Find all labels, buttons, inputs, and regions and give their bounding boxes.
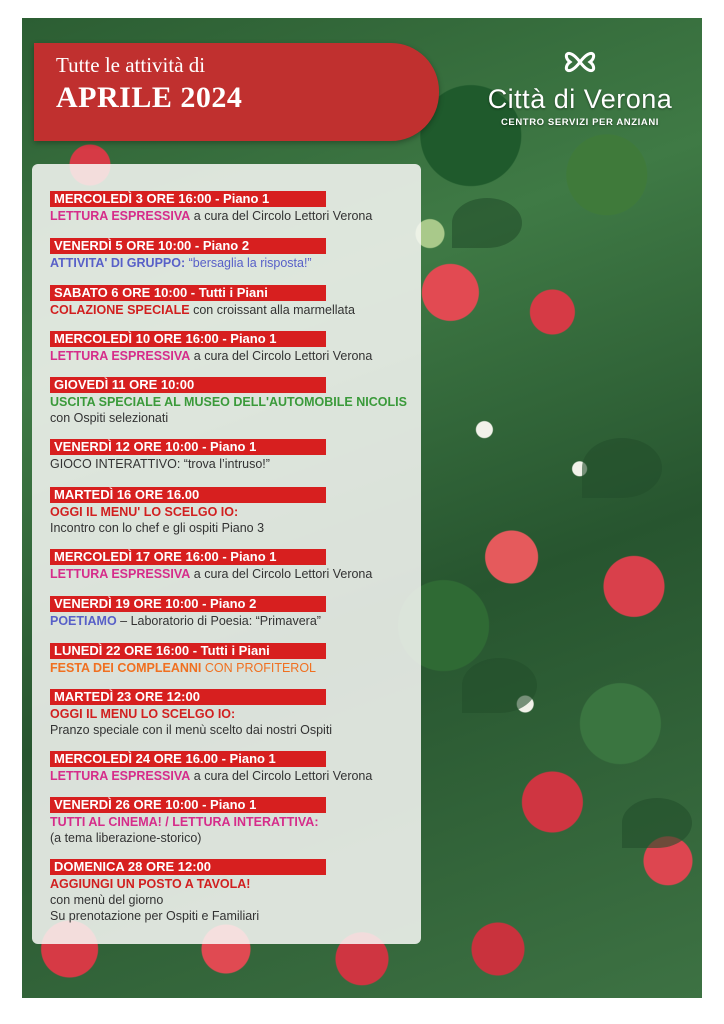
event-item — [50, 190, 422, 224]
event-item — [50, 548, 422, 582]
event-item — [50, 688, 422, 738]
event-item — [50, 796, 422, 846]
title-month: APRILE 2024 — [56, 81, 243, 114]
event-item — [50, 376, 422, 426]
event-item — [50, 330, 422, 364]
event-detail: con menù del giorno — [50, 893, 164, 907]
brand-name: Città di Verona — [487, 84, 673, 114]
event-item — [50, 595, 422, 629]
brand-block — [470, 38, 690, 150]
event-heading: GIOVEDÌ 11 ORE 10:00 — [50, 377, 326, 393]
brand-subtitle: CENTRO SERVIZI PER ANZIANI — [500, 117, 660, 128]
event-description: LETTURA ESPRESSIVA a cura del Circolo Lettori Verona — [50, 349, 373, 363]
event-heading: VENERDÌ 5 ORE 10:00 - Piano 2 — [50, 238, 326, 254]
event-heading: VENERDÌ 26 ORE 10:00 - Piano 1 — [50, 797, 326, 813]
event-item — [50, 284, 422, 318]
event-description: LETTURA ESPRESSIVA a cura del Circolo Lettori Verona — [50, 209, 373, 223]
event-item — [50, 858, 422, 924]
leaf-shape — [582, 438, 662, 498]
event-description: USCITA SPECIALE AL MUSEO DELL'AUTOMOBILE NICOLIS — [50, 395, 407, 409]
event-detail: Incontro con lo chef e gli ospiti Piano 3 — [50, 521, 265, 535]
event-heading: MERCOLEDÌ 17 ORE 16:00 - Piano 1 — [50, 549, 326, 565]
event-detail: (a tema liberazione-storico) — [50, 831, 202, 845]
event-description: LETTURA ESPRESSIVA a cura del Circolo Lettori Verona — [50, 769, 373, 783]
leaf-shape — [452, 198, 522, 248]
event-heading: VENERDÌ 19 ORE 10:00 - Piano 2 — [50, 596, 326, 612]
event-heading: MERCOLEDÌ 10 ORE 16:00 - Piano 1 — [50, 331, 326, 347]
event-description: AGGIUNGI UN POSTO A TAVOLA! — [50, 877, 251, 891]
event-detail: con Ospiti selezionati — [50, 411, 169, 425]
event-heading: DOMENICA 28 ORE 12:00 — [50, 859, 326, 875]
event-description: OGGI IL MENU' LO SCELGO IO: — [50, 505, 239, 519]
poster-background — [22, 18, 702, 998]
events-panel — [32, 164, 421, 944]
event-item — [50, 642, 422, 676]
leaf-shape — [622, 798, 692, 848]
event-item — [50, 486, 422, 536]
event-heading: SABATO 6 ORE 10:00 - Tutti i Piani — [50, 285, 326, 301]
title-banner — [34, 43, 439, 141]
event-description: LETTURA ESPRESSIVA a cura del Circolo Lettori Verona — [50, 567, 373, 581]
event-description: POETIAMO – Laboratorio di Poesia: “Primavera” — [50, 614, 321, 628]
event-description: OGGI IL MENU LO SCELGO IO: — [50, 707, 236, 721]
event-description: TUTTI AL CINEMA! / LETTURA INTERATTIVA: — [50, 815, 319, 829]
event-detail: Pranzo speciale con il menù scelto dai nostri Ospiti — [50, 723, 333, 737]
event-heading: VENERDÌ 12 ORE 10:00 - Piano 1 — [50, 439, 326, 455]
event-description: COLAZIONE SPECIALE con croissant alla marmellata — [50, 303, 355, 317]
event-description: ATTIVITA' DI GRUPPO: “bersaglia la risposta!” — [50, 256, 312, 270]
event-item — [50, 438, 422, 472]
event-detail: Su prenotazione per Ospiti e Familiari — [50, 909, 260, 923]
event-heading: MARTEDÌ 23 ORE 12:00 — [50, 689, 326, 705]
butterfly-logo-icon — [560, 42, 600, 82]
event-item — [50, 750, 422, 784]
event-heading: MARTEDÌ 16 ORE 16.00 — [50, 487, 326, 503]
event-description: GIOCO INTERATTIVO: “trova l’intruso!” — [50, 457, 270, 471]
event-heading: MERCOLEDÌ 24 ORE 16.00 - Piano 1 — [50, 751, 326, 767]
event-item — [50, 237, 422, 271]
title-subheading: Tutte le attività di — [56, 53, 206, 77]
event-heading: MERCOLEDÌ 3 ORE 16:00 - Piano 1 — [50, 191, 326, 207]
event-description: FESTA DEI COMPLEANNI CON PROFITEROL — [50, 661, 316, 675]
leaf-shape — [462, 658, 537, 713]
event-heading: LUNEDÌ 22 ORE 16:00 - Tutti i Piani — [50, 643, 326, 659]
